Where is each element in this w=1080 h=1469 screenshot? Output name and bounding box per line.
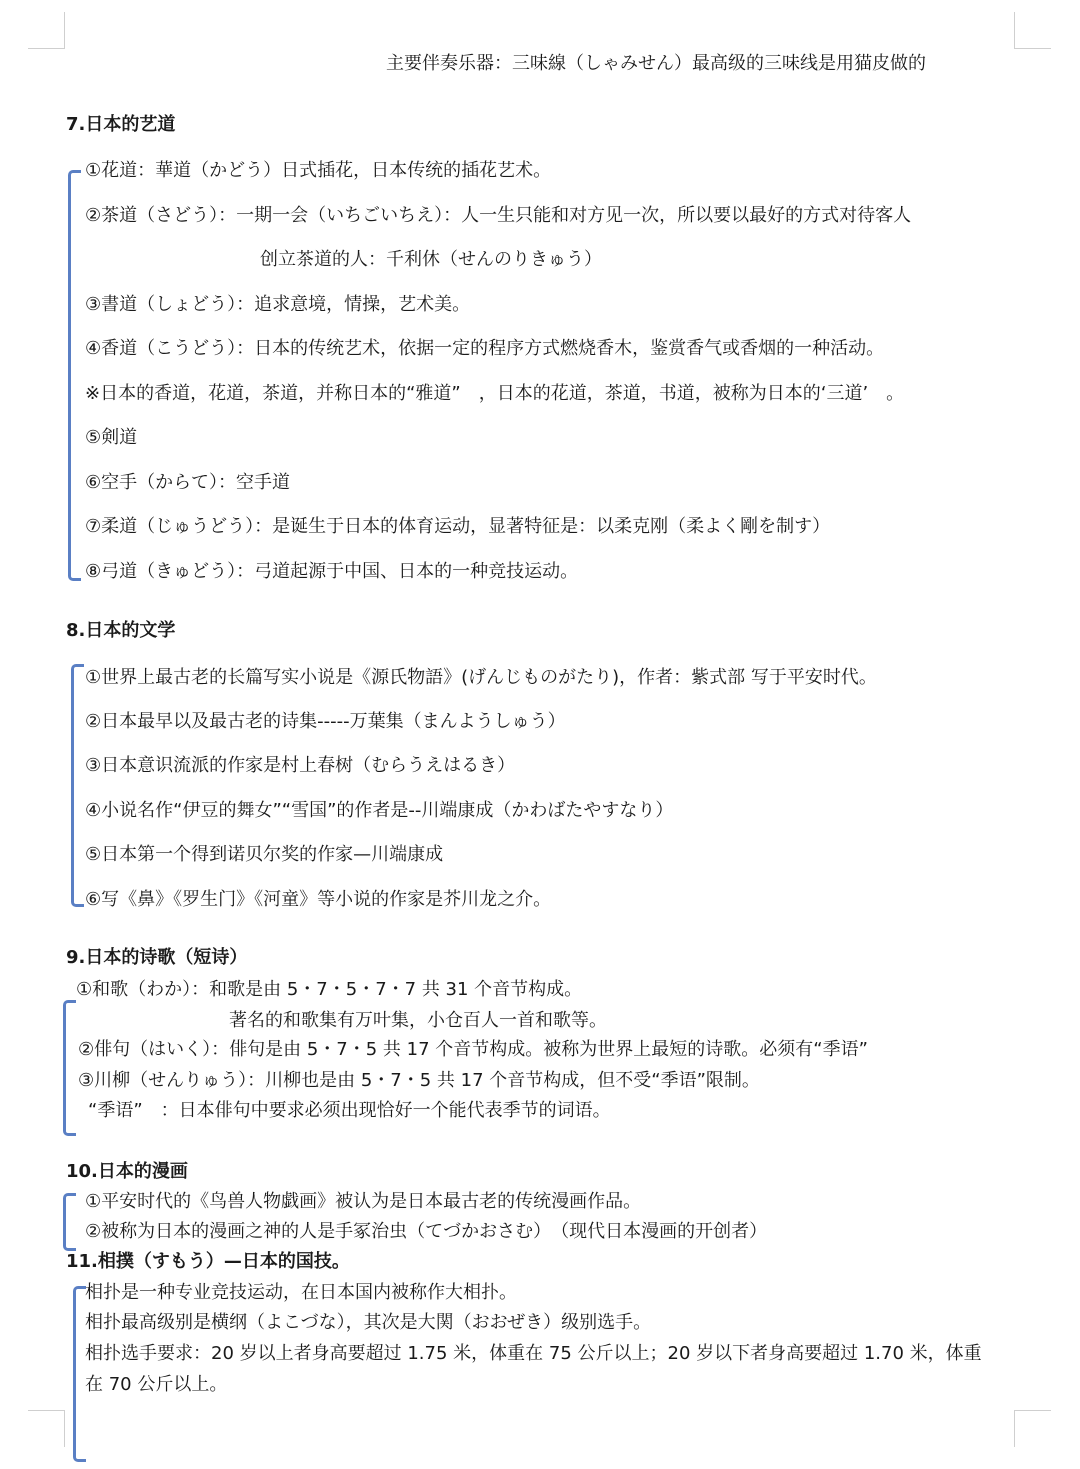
s9-line-5: “季语” ：日本俳句中要求必须出现恰好一个能代表季节的词语。 (88, 1100, 611, 1121)
s8-line-3: ③日本意识流派的作家是村上春树（むらうえはるき） (85, 755, 516, 776)
s8-line-5: ⑤日本第一个得到诺贝尔奖的作家—川端康成 (85, 844, 444, 865)
section-9-bracket (63, 1000, 76, 1136)
crop-mark-top-right (1014, 12, 1051, 49)
s9-line-3: ②俳句（はいく）：俳句是由 5・7・5 共 17 个音节构成。被称为世界上最短的诗歌。必须有“季语” (78, 1039, 868, 1060)
s8-line-4: ④小说名作“伊豆的舞女”“雪国”的作者是--川端康成（かわばたやすなり） (85, 800, 674, 821)
s7-line-7: ⑤剣道 (85, 427, 138, 448)
s7-line-10: ⑧弓道（きゅどう）：弓道起源于中国、日本的一种竞技运动。 (85, 561, 579, 582)
section-10-bracket (63, 1193, 76, 1251)
s9-line-4: ③川柳（せんりゅう）：川柳也是由 5・7・5 共 17 个音节构成，但不受“季语”限制。 (78, 1070, 760, 1091)
crop-mark-top-left (28, 12, 65, 49)
s11-line-1: 相扑是一种专业竞技运动，在日本国内被称作大相扑。 (85, 1282, 517, 1303)
section-8-heading: 8.日本的文学 (66, 620, 176, 641)
s10-line-2: ②被称为日本的漫画之神的人是手冢治虫（てづかおさむ） （现代日本漫画的开创者） (85, 1221, 768, 1242)
section-9-heading: 9.日本的诗歌（短诗） (66, 947, 248, 968)
s7-line-6: ※日本的香道，花道，茶道，并称日本的“雅道” ，日本的花道，茶道，书道，被称为日本的‘三道’ 。 (85, 383, 905, 404)
s10-line-1: ①平安时代的《鸟兽人物戯画》被认为是日本最古老的传统漫画作品。 (85, 1191, 642, 1212)
s7-line-9: ⑦柔道（じゅうどう）：是诞生于日本的体育运动，显著特征是：以柔克刚（柔よく剛を制す） (85, 516, 831, 537)
s9-line-2: 著名的和歌集有万叶集，小仓百人一首和歌等。 (229, 1010, 607, 1031)
s7-line-1: ①花道：華道（かどう）日式插花，日本传统的插花艺术。 (85, 160, 552, 181)
s8-line-1: ①世界上最古老的长篇写实小说是《源氏物語》(げんじものがたり)，作者：紫式部 写于平安时代。 (85, 667, 877, 688)
section-7-heading: 7.日本的艺道 (66, 114, 176, 135)
s8-line-6: ⑥写《鼻》《罗生门》《河童》等小说的作家是芥川龙之介。 (85, 889, 552, 910)
s7-line-2: ②茶道（さどう）：一期一会（いちごいちえ）：人一生只能和对方见一次，所以要以最好的方式对待客人 (85, 205, 912, 226)
s11-line-4: 在 70 公斤以上。 (85, 1374, 228, 1395)
s8-line-2: ②日本最早以及最古老的诗集-----万葉集（まんようしゅう） (85, 711, 566, 732)
s7-line-4: ③書道（しょどう）：追求意境，情操，艺术美。 (85, 294, 471, 315)
s11-line-2: 相扑最高级别是横纲（よこづな），其次是大関（おおぜき）级别选手。 (85, 1312, 652, 1333)
section-11-heading: 11.相撲（すもう）—日本的国技。 (66, 1251, 350, 1272)
s7-line-3: 创立茶道的人：千利休（せんのりきゅう） (260, 249, 602, 270)
section-8-bracket (71, 664, 84, 907)
s7-line-8: ⑥空手（からて）：空手道 (85, 472, 290, 493)
section-7-bracket (68, 170, 81, 581)
top-line: 主要伴奏乐器：三味線（しゃみせん）最高级的三味线是用猫皮做的 (386, 53, 926, 74)
crop-mark-bottom-left (28, 1410, 65, 1447)
s9-line-1: ①和歌（わか）：和歌是由 5・7・5・7・7 共 31 个音节构成。 (76, 979, 583, 1000)
s11-line-3: 相扑选手要求：20 岁以上者身高要超过 1.75 米，体重在 75 公斤以上；20 岁以下者身高要超过 1.70 米，体重 (85, 1343, 982, 1364)
section-10-heading: 10.日本的漫画 (66, 1161, 188, 1182)
s7-line-5: ④香道（こうどう）：日本的传统艺术，依据一定的程序方式燃烧香木，鉴赏香气或香烟的一种活动。 (85, 338, 885, 359)
crop-mark-bottom-right (1014, 1410, 1051, 1447)
